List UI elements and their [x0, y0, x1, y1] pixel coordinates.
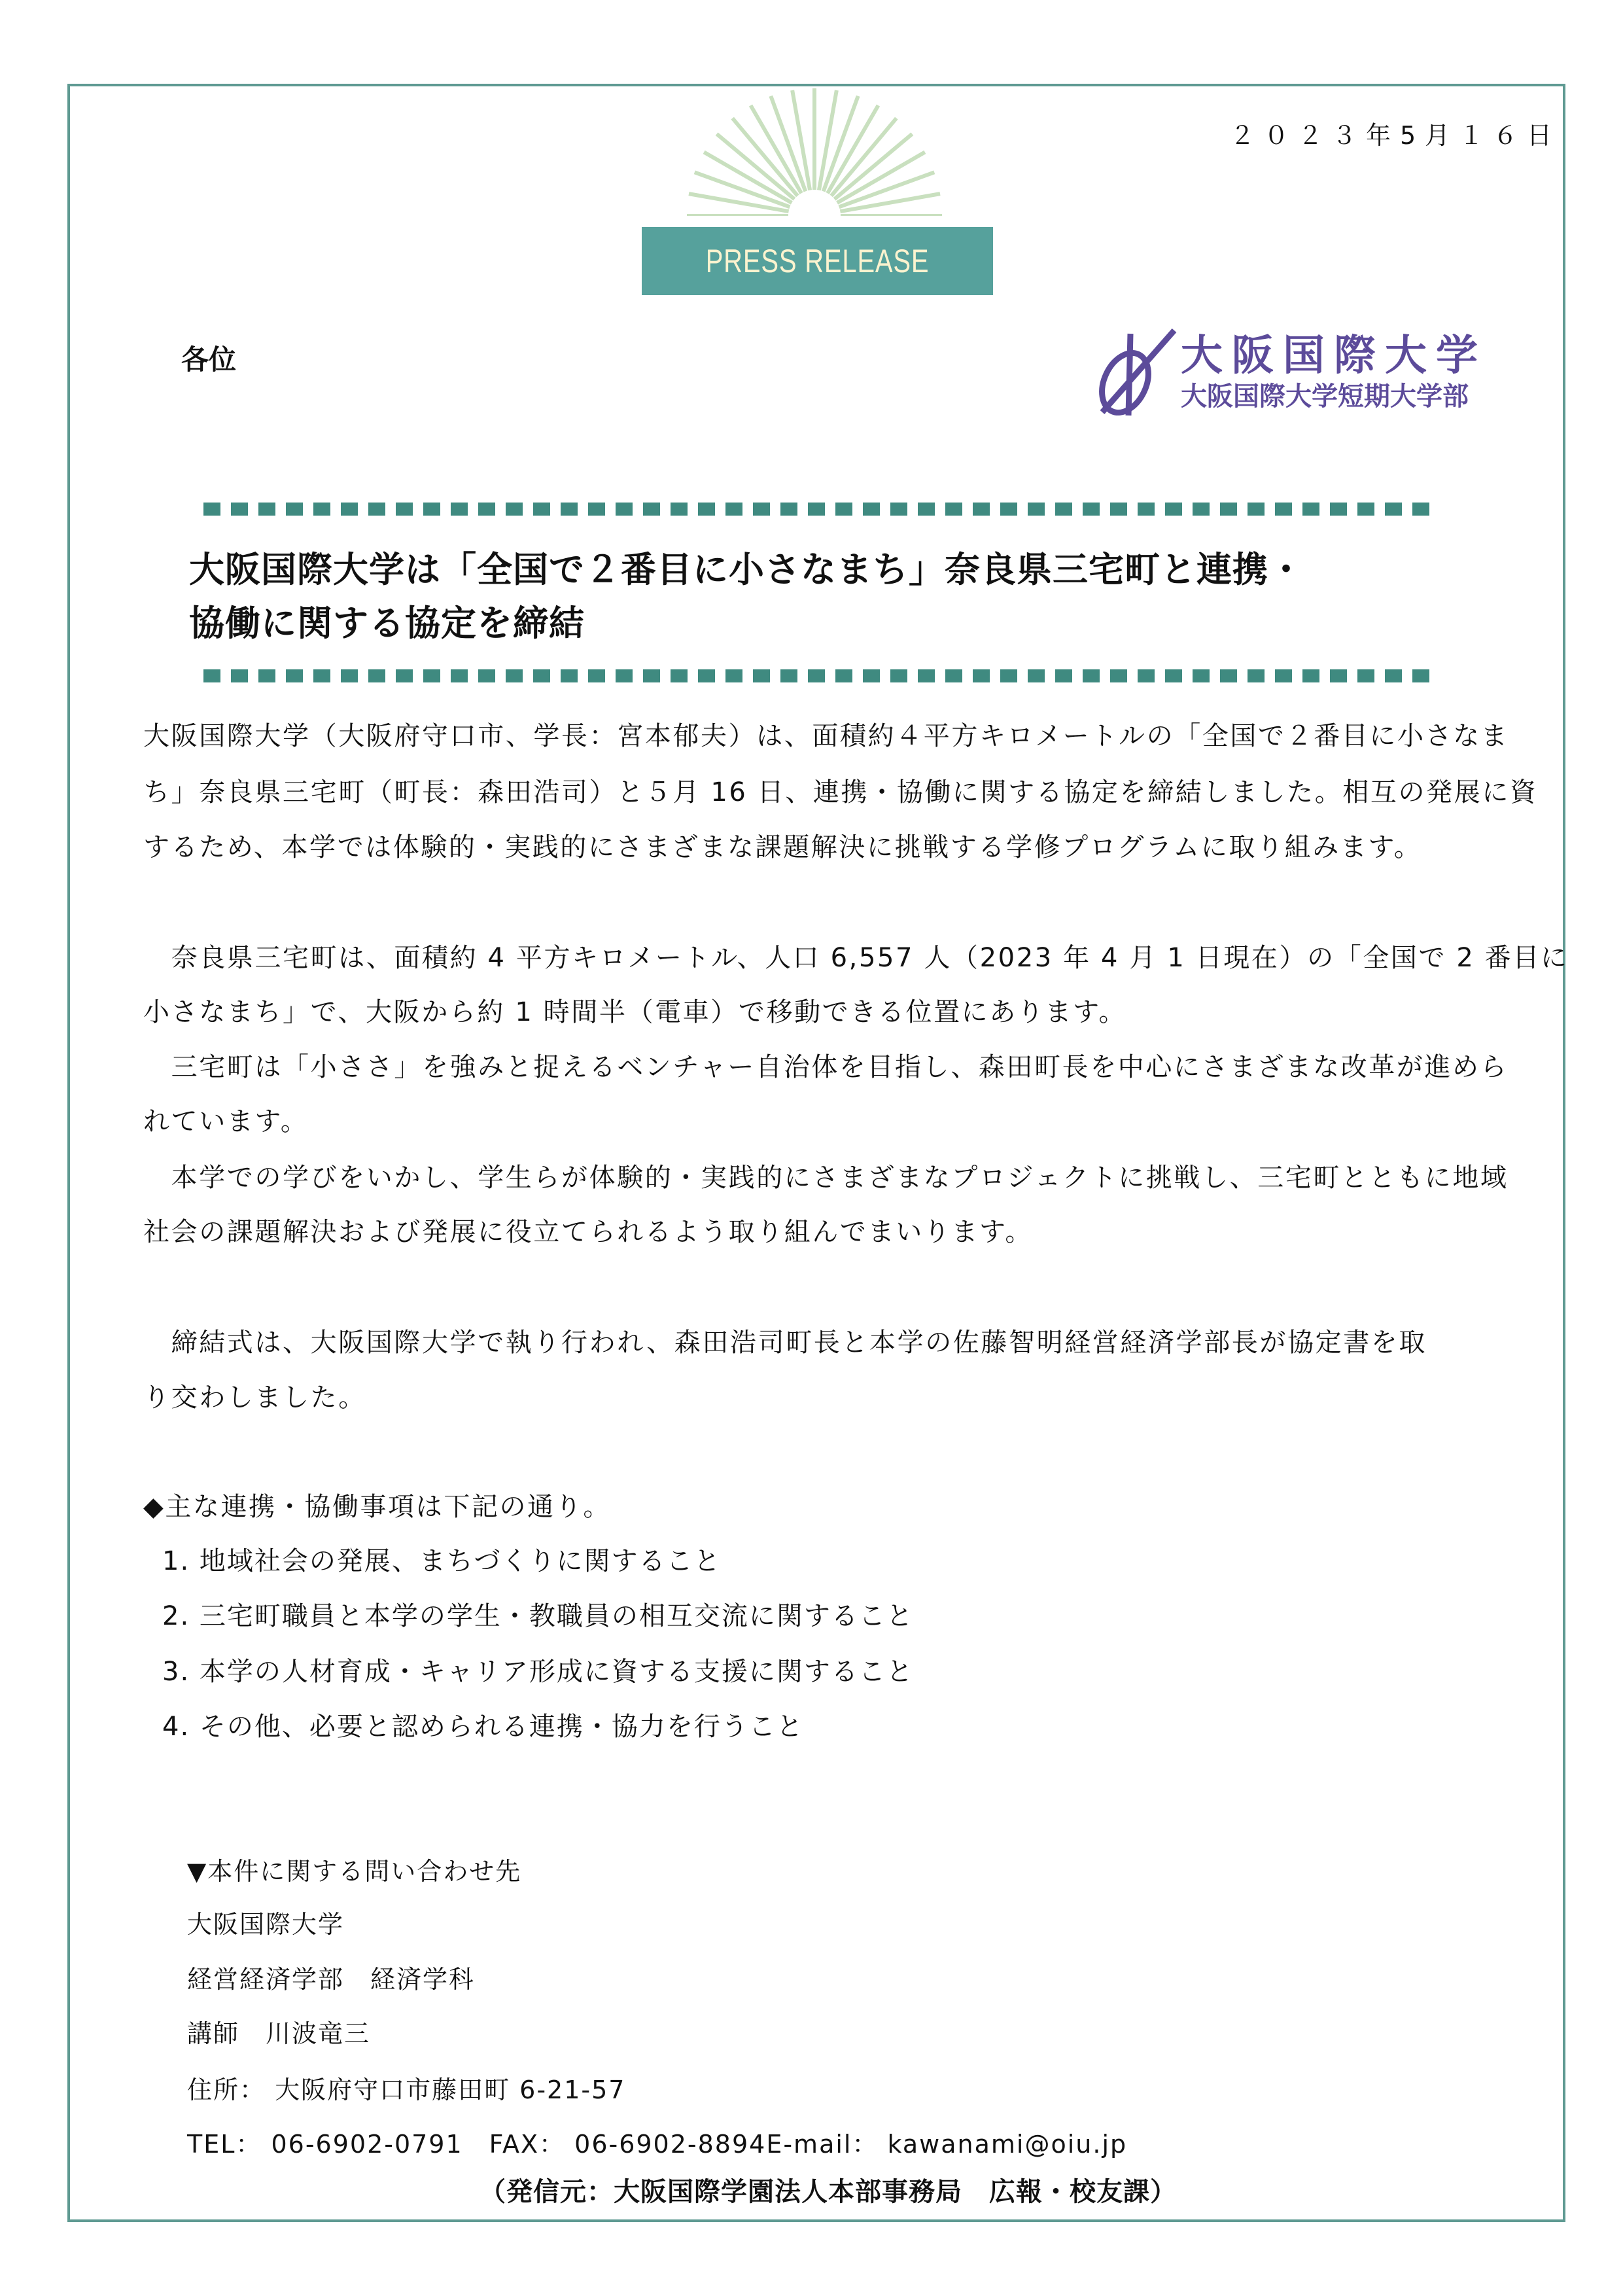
body-line: 奈良県三宅町は、面積約 4 平方キロメートル、人口 6,557 人（2023 年 4 月 1 日現在）の「全国で 2 番目に	[143, 943, 1569, 973]
logo-subname: 大阪国際大学短期大学部	[1181, 381, 1469, 412]
press-release-label: PRESS RELEASE	[705, 243, 930, 279]
divider-top	[203, 503, 1431, 516]
body-line: 三宅町は「小ささ」を強みと捉えるベンチャー自治体を目指し、森田町長を中心にさまざまな改革が進めら	[143, 1052, 1509, 1082]
list-item: 4. その他、必要と認められる連携・協力を行うこと	[162, 1712, 804, 1742]
body-line: 締結式は、大阪国際大学で執り行われ、森田浩司町長と本学の佐藤智明経営経済学部長が協定書を取	[143, 1328, 1427, 1358]
body-line: 大阪国際大学（大阪府守口市、学長：宮本郁夫）は、面積約４平方キロメートルの「全国で２番目に小さなま	[143, 721, 1509, 751]
logo-name: 大阪国際大学	[1181, 332, 1487, 380]
headline-line-1: 大阪国際大学は「全国で２番目に小さなまち」奈良県三宅町と連携・	[189, 549, 1304, 590]
contact-heading: ▼本件に関する問い合わせ先	[187, 1857, 522, 1886]
contact-dept: 経営経済学部 経済学科	[187, 1965, 476, 1994]
divider-bottom	[203, 669, 1431, 682]
issuer-footer: （発信元：大阪国際学園法人本部事務局 広報・校友課）	[480, 2177, 1177, 2207]
press-release-banner	[642, 227, 993, 295]
university-logo	[1092, 321, 1511, 419]
sunburst-decoration	[656, 85, 973, 216]
addressee: 各位	[181, 344, 237, 376]
contact-person: 講師 川波竜三	[187, 2019, 371, 2048]
list-item: 1. 地域社会の発展、まちづくりに関すること	[162, 1546, 722, 1576]
body-line: ち」奈良県三宅町（町長：森田浩司）と５月 16 日、連携・協働に関する協定を締結しました。相互の発展に資	[143, 777, 1538, 807]
list-item: 3. 本学の人材育成・キャリア形成に資する支援に関すること	[162, 1657, 914, 1687]
body-line: 社会の課題解決および発展に役立てられるよう取り組んでまいります。	[143, 1217, 1033, 1247]
body-line: 本学での学びをいかし、学生らが体験的・実践的にさまざまなプロジェクトに挑戦し、三宅町とともに地域	[143, 1163, 1509, 1193]
items-heading: ◆主な連携・協働事項は下記の通り。	[143, 1492, 611, 1522]
list-item: 2. 三宅町職員と本学の学生・教職員の相互交流に関すること	[162, 1601, 914, 1631]
university-emblem-icon	[1092, 321, 1178, 419]
date: ２０２３年5月１６日	[1230, 121, 1562, 150]
body-line: れています。	[143, 1106, 309, 1137]
body-line: り交わしました。	[143, 1383, 366, 1413]
contact-address: 住所： 大阪府守口市藤田町 6-21-57	[187, 2075, 626, 2104]
body-line: 小さなまち」で、大阪から約 1 時間半（電車）で移動できる位置にあります。	[143, 997, 1127, 1027]
contact-org: 大阪国際大学	[187, 1910, 345, 1939]
body-line: するため、本学では体験的・実践的にさまざまな課題解決に挑戦する学修プログラムに取り組みます。	[143, 832, 1422, 862]
contact-phone-email[interactable]: TEL： 06-6902-0791 FAX： 06-6902-8894E-mail： kawanami@oiu.jp	[187, 2130, 1128, 2159]
headline-line-2: 協働に関する協定を締結	[189, 603, 585, 644]
